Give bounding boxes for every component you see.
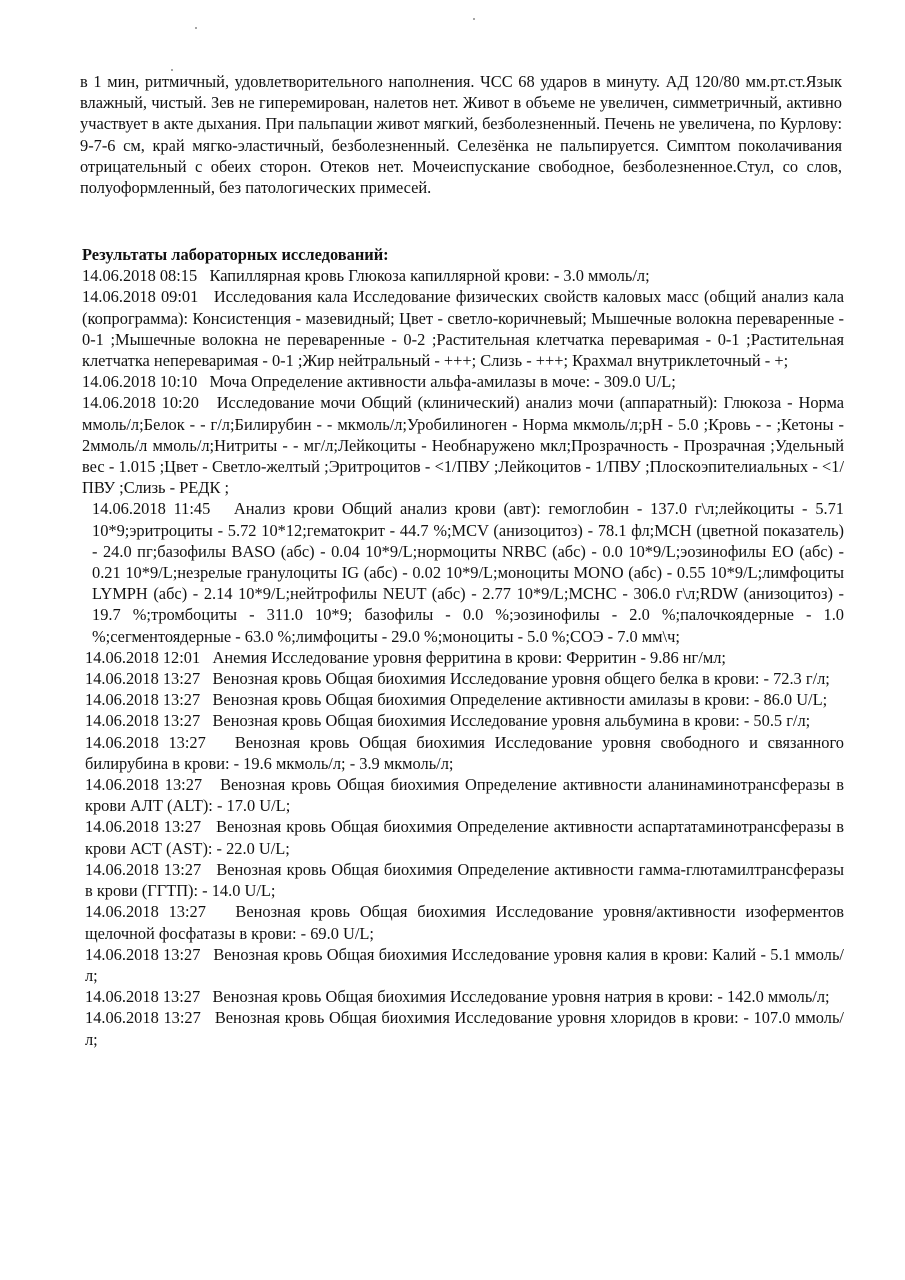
entry-text: Венозная кровь Общая биохимия Определение активности аланинаминотрансферазы в крови АЛТ (ALT): - 17.0 U/L; xyxy=(85,775,844,816)
entry-text: Венозная кровь Общая биохимия Исследование уровня натрия в крови: - 142.0 ммоль/л; xyxy=(212,987,830,1007)
lab-entry xyxy=(82,944,844,986)
scan-speck xyxy=(171,69,173,71)
entry-text: Моча Определение активности альфа-амилазы в моче: - 309.0 U/L; xyxy=(209,372,676,392)
scan-speck xyxy=(473,18,475,20)
entry-datetime: 14.06.2018 13:27 xyxy=(85,669,201,689)
entry-datetime: 14.06.2018 13:27 xyxy=(85,987,201,1007)
lab-entry xyxy=(82,986,844,1007)
entry-datetime: 14.06.2018 13:27 xyxy=(85,817,202,837)
lab-entry xyxy=(82,668,844,689)
entry-text: Венозная кровь Общая биохимия Определение активности гамма-глютамилтрансферазы в крови (ГГТП): - 14.0 U/L; xyxy=(85,859,844,901)
entry-text: Капиллярная кровь Глюкоза капиллярной крови: - 3.0 ммоль/л; xyxy=(209,266,650,286)
entry-datetime: 14.06.2018 09:01 xyxy=(82,287,199,307)
entry-datetime: 14.06.2018 13:27 xyxy=(85,690,201,710)
lab-entry xyxy=(82,498,844,646)
lab-entry xyxy=(82,859,844,901)
lab-entry xyxy=(82,371,844,392)
lab-entry xyxy=(82,732,844,774)
entry-datetime: 14.06.2018 10:10 xyxy=(82,372,198,392)
entry-datetime: 14.06.2018 13:27 xyxy=(85,775,203,795)
lab-results-heading: Результаты лабораторных исследований: xyxy=(82,245,389,264)
lab-results-section xyxy=(82,244,844,1050)
entry-datetime: 14.06.2018 13:27 xyxy=(85,944,201,964)
lab-entry xyxy=(82,774,844,816)
lab-entry xyxy=(82,710,844,731)
entry-datetime: 14.06.2018 08:15 xyxy=(82,266,198,286)
examination-text: в 1 мин, ритмичный, удовлетворительного наполнения. ЧСС 68 ударов в минуту. АД 120/80 мм.рт.ст.Язык влажный, чистый. Зев не гиперемирован, налетов нет. Живот в объеме не увеличен, симметричный, активно участвует в акте дыхания. При пальпации живот мягкий, безболезненный. Печень не увеличена, по Курлову: 9-7-6 см, край мягко-эластичный, безболезненный. Селезёнка не пальпируется. Симптом поколачивания отрицательный с обеих сторон. Отеков нет. Мочеиспускание свободное, безболезненное.Стул, со слов, полуоформленный, без патологических примесей. xyxy=(80,72,842,198)
lab-entry xyxy=(82,286,844,371)
entry-text: Венозная кровь Общая биохимия Исследование уровня/активности изоферментов щелочной фосфатазы в крови: - 69.0 U/L; xyxy=(85,902,845,943)
lab-entry xyxy=(82,901,844,943)
scan-speck xyxy=(195,27,197,29)
lab-entry xyxy=(82,816,844,858)
lab-entry xyxy=(82,647,844,668)
entry-text: Венозная кровь Общая биохимия Определение активности амилазы в крови: - 86.0 U/L; xyxy=(212,690,828,710)
lab-entry xyxy=(82,265,844,286)
entry-text: Венозная кровь Общая биохимия Исследование уровня общего белка в крови: - 72.3 г/л; xyxy=(212,669,830,689)
entry-datetime: 14.06.2018 13:27 xyxy=(85,859,202,879)
entry-text: Анемия Исследование уровня ферритина в крови: Ферритин - 9.86 нг/мл; xyxy=(212,647,726,667)
entry-text: Венозная кровь Общая биохимия Исследование уровня хлоридов в крови: - 107.0 ммоль/л; xyxy=(85,1008,844,1049)
entry-text: Исследования кала Исследование физических свойств каловых масс (общий анализ кала (копрограмма): Консистенция - мазевидный; Цвет - светло-коричневый; Мышечные волокна переваренные - 0-1 ;Мышечные волокна не переваренные - 0-2 ;Растительная клетчатка переваримая - 0-1 ;Растительная клетчатка непереваримая - 0-1 ;Жир нейтральный - +++; Слизь - +++; Крахмал внутриклеточный - +; xyxy=(82,287,844,371)
lab-entry xyxy=(82,1007,844,1049)
entry-datetime: 14.06.2018 13:27 xyxy=(85,711,201,731)
entry-text: Венозная кровь Общая биохимия Определение активности аспартатаминотрансферазы в крови АСТ (AST): - 22.0 U/L; xyxy=(85,817,844,858)
entry-datetime: 14.06.2018 10:20 xyxy=(82,393,199,413)
entry-datetime: 14.06.2018 13:27 xyxy=(85,732,206,752)
entry-datetime: 14.06.2018 11:45 xyxy=(92,499,211,519)
entry-datetime: 14.06.2018 12:01 xyxy=(85,647,201,667)
lab-entry xyxy=(82,689,844,710)
entry-text: Венозная кровь Общая биохимия Исследование уровня калия в крови: Калий - 5.1 ммоль/л; xyxy=(85,944,844,985)
entry-datetime: 14.06.2018 13:27 xyxy=(85,902,206,922)
entry-text: Исследование мочи Общий (клинический) анализ мочи (аппаратный): Глюкоза - Норма ммоль/л;Белок - - г/л;Билирубин - - мкмоль/л;Уробилиноген - Норма мкмоль/л;pH - 5.0 ;Кровь - - ;Кетоны - 2ммоль/л ммоль/л;Нитриты - - мг/л;Лейкоциты - Необнаружено мкл;Прозрачность - Прозрачная ;Удельный вес - 1.015 ;Цвет - Светло-желтый ;Эритроцитов - <1/ПВУ ;Лейкоцитов - 1/ПВУ ;Плоскоэпителиальных - <1/ПВУ ;Слизь - РЕДК ; xyxy=(82,393,845,498)
entry-text: Венозная кровь Общая биохимия Исследование уровня свободного и связанного билирубина в крови: - 19.6 мкмоль/л; - 3.9 мкмоль/л; xyxy=(85,732,844,773)
lab-entry xyxy=(82,392,844,498)
entry-text: Венозная кровь Общая биохимия Исследование уровня альбумина в крови: - 50.5 г/л; xyxy=(212,711,811,731)
entry-text: Анализ крови Общий анализ крови (авт): гемоглобин - 137.0 г\л;лейкоциты - 5.71 10*9;эритроциты - 5.72 10*12;гематокрит - 44.7 %;MCV (анизоцитоз) - 78.1 фл;MCH (цветной показатель) - 24.0 пг;базофилы BASO (абс) - 0.04 10*9/L;нормоциты NRBC (абс) - 0.0 10*9/L;эозинофилы EO (абс) - 0.21 10*9/L;незрелые гранулоциты IG (абс) - 0.02 10*9/L;моноциты MONO (абс) - 0.55 10*9/L;лимфоциты LYMPH (абс) - 2.14 10*9/L;нейтрофилы NEUT (абс) - 2.77 10*9/L;MCHC - 306.0 г\л;RDW (анизоцитоз) - 19.7 %;тромбоциты - 311.0 10*9; базофилы - 0.0 %;эозинофилы - 2.0 %;палочкоядерные - 1.0 %;сегментоядерные - 63.0 %;лимфоциты - 29.0 %;моноциты - 5.0 %;СОЭ - 7.0 мм\ч; xyxy=(92,499,844,646)
examination-paragraph xyxy=(80,71,842,198)
entry-datetime: 14.06.2018 13:27 xyxy=(85,1008,201,1028)
